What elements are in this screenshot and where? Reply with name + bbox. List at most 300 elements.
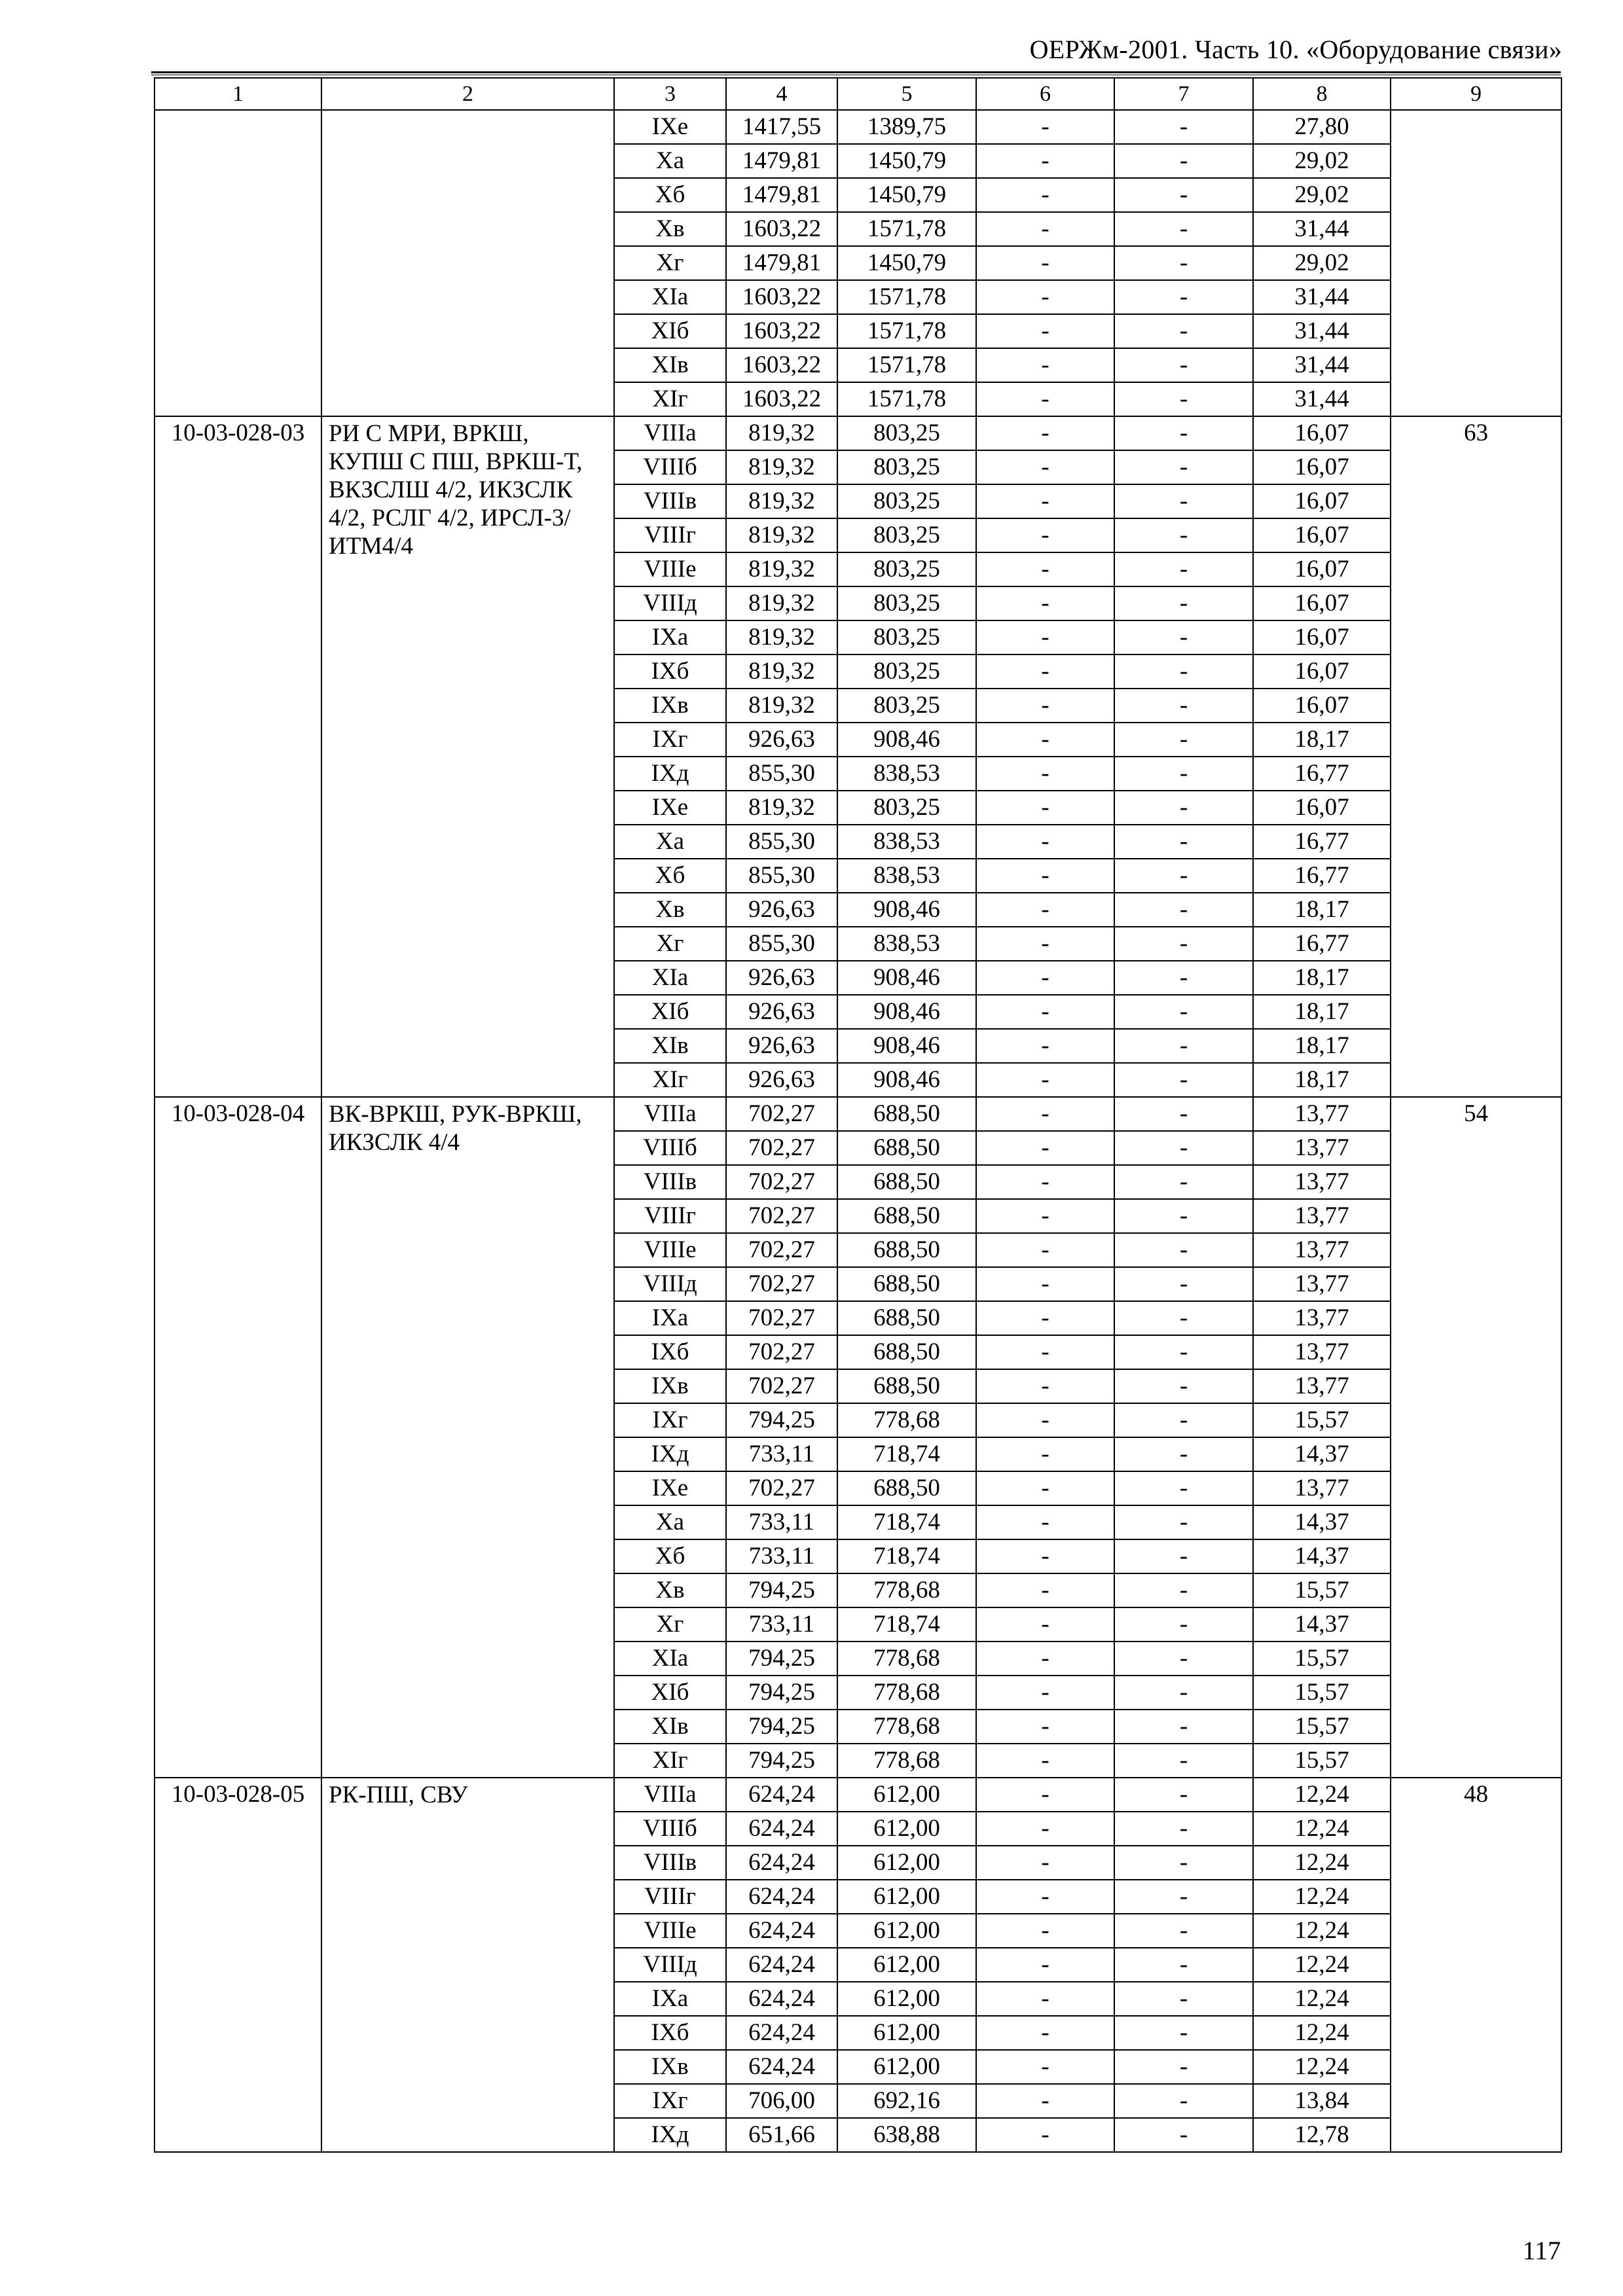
- total-cost-cell: 855,30: [726, 859, 837, 893]
- materials-cell: 12,24: [1253, 2050, 1391, 2084]
- machinists-labor-cell: -: [1114, 995, 1253, 1029]
- zone-cell: IXд: [614, 1437, 726, 1471]
- total-cost-cell: 702,27: [726, 1233, 837, 1267]
- labor-cost-cell: 803,25: [837, 450, 976, 484]
- labor-cost-cell: 778,68: [837, 1573, 976, 1607]
- machinists-labor-cell: -: [1114, 1301, 1253, 1335]
- total-cost-cell: 624,24: [726, 1812, 837, 1846]
- machines-cell: -: [976, 1165, 1114, 1199]
- materials-cell: 29,02: [1253, 246, 1391, 280]
- materials-cell: 12,24: [1253, 1914, 1391, 1948]
- zone-cell: IXд: [614, 757, 726, 791]
- labor-cost-cell: 803,25: [837, 620, 976, 655]
- machinists-labor-cell: -: [1114, 620, 1253, 655]
- zone-cell: VIIIе: [614, 552, 726, 586]
- machinists-labor-cell: -: [1114, 1914, 1253, 1948]
- total-cost-cell: 819,32: [726, 689, 837, 723]
- machines-cell: -: [976, 110, 1114, 144]
- machines-cell: -: [976, 450, 1114, 484]
- zone-cell: IXб: [614, 655, 726, 689]
- column-header: 5: [837, 78, 976, 110]
- zone-cell: Xг: [614, 927, 726, 961]
- materials-cell: 14,37: [1253, 1607, 1391, 1641]
- zone-cell: IXе: [614, 1471, 726, 1505]
- machinists-labor-cell: -: [1114, 1710, 1253, 1744]
- total-cost-cell: 1603,22: [726, 280, 837, 314]
- machines-cell: -: [976, 314, 1114, 348]
- machines-cell: -: [976, 927, 1114, 961]
- materials-cell: 12,24: [1253, 1982, 1391, 2016]
- labor-cost-cell: 803,25: [837, 416, 976, 450]
- machines-cell: -: [976, 1505, 1114, 1539]
- machines-cell: -: [976, 825, 1114, 859]
- machinists-labor-cell: -: [1114, 2016, 1253, 2050]
- labor-cost-cell: 803,25: [837, 552, 976, 586]
- machines-cell: -: [976, 178, 1114, 212]
- total-cost-cell: 926,63: [726, 893, 837, 927]
- zone-cell: VIIIб: [614, 1812, 726, 1846]
- machinists-labor-cell: -: [1114, 450, 1253, 484]
- materials-cell: 29,02: [1253, 178, 1391, 212]
- machinists-labor-cell: -: [1114, 314, 1253, 348]
- labor-cost-cell: 778,68: [837, 1641, 976, 1676]
- total-cost-cell: 819,32: [726, 791, 837, 825]
- machines-cell: -: [976, 2050, 1114, 2084]
- machinists-labor-cell: -: [1114, 1948, 1253, 1982]
- machines-cell: -: [976, 2118, 1114, 2152]
- total-cost-cell: 733,11: [726, 1607, 837, 1641]
- zone-cell: VIIIв: [614, 484, 726, 518]
- labor-cost-cell: 688,50: [837, 1301, 976, 1335]
- total-cost-cell: 702,27: [726, 1097, 837, 1131]
- materials-cell: 15,57: [1253, 1573, 1391, 1607]
- equipment-description-cell: [321, 110, 614, 416]
- machines-cell: -: [976, 552, 1114, 586]
- materials-cell: 13,77: [1253, 1471, 1391, 1505]
- labor-cost-cell: 908,46: [837, 1063, 976, 1097]
- total-cost-cell: 702,27: [726, 1335, 837, 1369]
- machines-cell: -: [976, 348, 1114, 382]
- machines-cell: -: [976, 1131, 1114, 1165]
- total-cost-cell: 1603,22: [726, 382, 837, 416]
- materials-cell: 31,44: [1253, 382, 1391, 416]
- page-header-title: ОЕРЖм-2001. Часть 10. «Оборудование связи»: [1029, 35, 1562, 64]
- machinists-labor-cell: -: [1114, 791, 1253, 825]
- machines-cell: -: [976, 586, 1114, 620]
- materials-cell: 18,17: [1253, 893, 1391, 927]
- machinists-labor-cell: -: [1114, 1471, 1253, 1505]
- table-row: [155, 416, 1561, 450]
- labor-cost-cell: 612,00: [837, 1846, 976, 1880]
- materials-cell: 31,44: [1253, 314, 1391, 348]
- labor-cost-cell: 612,00: [837, 1880, 976, 1914]
- zone-cell: Xг: [614, 1607, 726, 1641]
- total-cost-cell: 702,27: [726, 1131, 837, 1165]
- machines-cell: -: [976, 1267, 1114, 1301]
- labor-cost-cell: 638,88: [837, 2118, 976, 2152]
- labor-cost-cell: 612,00: [837, 1982, 976, 2016]
- machinists-labor-cell: -: [1114, 280, 1253, 314]
- materials-cell: 16,07: [1253, 416, 1391, 450]
- machines-cell: -: [976, 1778, 1114, 1812]
- machinists-labor-cell: -: [1114, 1982, 1253, 2016]
- zone-cell: VIIIе: [614, 1914, 726, 1948]
- materials-cell: 13,77: [1253, 1335, 1391, 1369]
- machines-cell: -: [976, 757, 1114, 791]
- materials-cell: 31,44: [1253, 348, 1391, 382]
- rate-code-cell: 10-03-028-05: [155, 1778, 321, 2152]
- labor-cost-cell: 688,50: [837, 1165, 976, 1199]
- machinists-labor-cell: -: [1114, 518, 1253, 552]
- machines-cell: -: [976, 1812, 1114, 1846]
- materials-cell: 16,07: [1253, 450, 1391, 484]
- total-cost-cell: 624,24: [726, 1948, 837, 1982]
- machines-cell: -: [976, 1744, 1114, 1778]
- machines-cell: -: [976, 246, 1114, 280]
- machinists-labor-cell: -: [1114, 655, 1253, 689]
- materials-cell: 15,57: [1253, 1403, 1391, 1437]
- machines-cell: -: [976, 1369, 1114, 1403]
- labor-cost-cell: 718,74: [837, 1437, 976, 1471]
- machinists-labor-cell: -: [1114, 1267, 1253, 1301]
- machinists-labor-cell: -: [1114, 1029, 1253, 1063]
- machines-cell: -: [976, 961, 1114, 995]
- zone-cell: XIб: [614, 314, 726, 348]
- total-cost-cell: 855,30: [726, 825, 837, 859]
- total-cost-cell: 926,63: [726, 1063, 837, 1097]
- machinists-labor-cell: -: [1114, 961, 1253, 995]
- machinists-labor-cell: -: [1114, 2084, 1253, 2118]
- machinists-labor-cell: -: [1114, 1505, 1253, 1539]
- machines-cell: -: [976, 1641, 1114, 1676]
- materials-cell: 14,37: [1253, 1505, 1391, 1539]
- zone-cell: Xв: [614, 893, 726, 927]
- machines-cell: -: [976, 620, 1114, 655]
- total-cost-cell: 819,32: [726, 450, 837, 484]
- total-cost-cell: 1479,81: [726, 246, 837, 280]
- labor-cost-cell: 612,00: [837, 2016, 976, 2050]
- total-cost-cell: 1479,81: [726, 144, 837, 178]
- materials-cell: 15,57: [1253, 1676, 1391, 1710]
- zone-cell: XIв: [614, 1029, 726, 1063]
- labor-hours-cell: 48: [1391, 1778, 1561, 2152]
- machines-cell: -: [976, 1573, 1114, 1607]
- machinists-labor-cell: -: [1114, 484, 1253, 518]
- total-cost-cell: 702,27: [726, 1267, 837, 1301]
- column-header: 6: [976, 78, 1114, 110]
- machines-cell: -: [976, 518, 1114, 552]
- machinists-labor-cell: -: [1114, 859, 1253, 893]
- labor-cost-cell: 718,74: [837, 1607, 976, 1641]
- total-cost-cell: 794,25: [726, 1403, 837, 1437]
- total-cost-cell: 702,27: [726, 1471, 837, 1505]
- materials-cell: 12,24: [1253, 1812, 1391, 1846]
- materials-cell: 16,07: [1253, 655, 1391, 689]
- zone-cell: XIг: [614, 1744, 726, 1778]
- total-cost-cell: 819,32: [726, 416, 837, 450]
- zone-cell: XIг: [614, 382, 726, 416]
- labor-cost-cell: 778,68: [837, 1710, 976, 1744]
- machines-cell: -: [976, 1403, 1114, 1437]
- total-cost-cell: 624,24: [726, 2016, 837, 2050]
- total-cost-cell: 733,11: [726, 1437, 837, 1471]
- machines-cell: -: [976, 1982, 1114, 2016]
- labor-hours-cell: 54: [1391, 1097, 1561, 1778]
- machinists-labor-cell: -: [1114, 723, 1253, 757]
- labor-cost-cell: 838,53: [837, 927, 976, 961]
- machines-cell: -: [976, 859, 1114, 893]
- total-cost-cell: 794,25: [726, 1641, 837, 1676]
- machinists-labor-cell: -: [1114, 382, 1253, 416]
- zone-cell: Xа: [614, 825, 726, 859]
- materials-cell: 14,37: [1253, 1437, 1391, 1471]
- machines-cell: -: [976, 995, 1114, 1029]
- labor-cost-cell: 803,25: [837, 586, 976, 620]
- total-cost-cell: 624,24: [726, 1778, 837, 1812]
- zone-cell: VIIIг: [614, 518, 726, 552]
- zone-cell: XIб: [614, 995, 726, 1029]
- materials-cell: 16,07: [1253, 484, 1391, 518]
- zone-cell: VIIIд: [614, 1948, 726, 1982]
- labor-cost-cell: 908,46: [837, 961, 976, 995]
- labor-cost-cell: 688,50: [837, 1471, 976, 1505]
- machinists-labor-cell: -: [1114, 1335, 1253, 1369]
- machinists-labor-cell: -: [1114, 1744, 1253, 1778]
- machines-cell: -: [976, 1607, 1114, 1641]
- labor-cost-cell: 1450,79: [837, 246, 976, 280]
- machines-cell: -: [976, 1097, 1114, 1131]
- table-row: [155, 1097, 1561, 1131]
- materials-cell: 18,17: [1253, 961, 1391, 995]
- machinists-labor-cell: -: [1114, 212, 1253, 246]
- materials-cell: 13,77: [1253, 1233, 1391, 1267]
- equipment-description-cell: РК-ПШ, СВУ: [321, 1778, 614, 2152]
- labor-cost-cell: 688,50: [837, 1199, 976, 1233]
- labor-hours-cell: 63: [1391, 416, 1561, 1097]
- machines-cell: -: [976, 212, 1114, 246]
- zone-cell: Xв: [614, 1573, 726, 1607]
- labor-cost-cell: 838,53: [837, 859, 976, 893]
- zone-cell: IXб: [614, 1335, 726, 1369]
- machinists-labor-cell: -: [1114, 1063, 1253, 1097]
- machinists-labor-cell: -: [1114, 1437, 1253, 1471]
- zone-cell: VIIIг: [614, 1199, 726, 1233]
- zone-cell: XIа: [614, 280, 726, 314]
- total-cost-cell: 819,32: [726, 620, 837, 655]
- labor-cost-cell: 688,50: [837, 1233, 976, 1267]
- machines-cell: -: [976, 280, 1114, 314]
- labor-cost-cell: 612,00: [837, 1914, 976, 1948]
- machinists-labor-cell: -: [1114, 1573, 1253, 1607]
- labor-cost-cell: 688,50: [837, 1267, 976, 1301]
- page-number: 117: [1522, 2236, 1561, 2265]
- total-cost-cell: 926,63: [726, 961, 837, 995]
- zone-cell: VIIIд: [614, 1267, 726, 1301]
- total-cost-cell: 733,11: [726, 1539, 837, 1573]
- labor-cost-cell: 1389,75: [837, 110, 976, 144]
- machinists-labor-cell: -: [1114, 1403, 1253, 1437]
- labor-cost-cell: 803,25: [837, 655, 976, 689]
- labor-cost-cell: 692,16: [837, 2084, 976, 2118]
- zone-cell: IXг: [614, 1403, 726, 1437]
- machines-cell: -: [976, 1914, 1114, 1948]
- machinists-labor-cell: -: [1114, 1539, 1253, 1573]
- zone-cell: VIIIе: [614, 1233, 726, 1267]
- rate-code-cell: 10-03-028-04: [155, 1097, 321, 1778]
- labor-cost-cell: 688,50: [837, 1131, 976, 1165]
- total-cost-cell: 733,11: [726, 1505, 837, 1539]
- labor-cost-cell: 838,53: [837, 825, 976, 859]
- machines-cell: -: [976, 1063, 1114, 1097]
- labor-cost-cell: 778,68: [837, 1403, 976, 1437]
- labor-cost-cell: 1571,78: [837, 314, 976, 348]
- total-cost-cell: 702,27: [726, 1165, 837, 1199]
- total-cost-cell: 794,25: [726, 1710, 837, 1744]
- machinists-labor-cell: -: [1114, 2050, 1253, 2084]
- zone-cell: VIIIа: [614, 1778, 726, 1812]
- machinists-labor-cell: -: [1114, 1880, 1253, 1914]
- zone-cell: Xб: [614, 859, 726, 893]
- machines-cell: -: [976, 655, 1114, 689]
- zone-cell: VIIIв: [614, 1846, 726, 1880]
- total-cost-cell: 819,32: [726, 586, 837, 620]
- zone-cell: Xа: [614, 144, 726, 178]
- column-header: 1: [155, 78, 321, 110]
- total-cost-cell: 706,00: [726, 2084, 837, 2118]
- machinists-labor-cell: -: [1114, 927, 1253, 961]
- zone-cell: IXа: [614, 1301, 726, 1335]
- machinists-labor-cell: -: [1114, 246, 1253, 280]
- labor-cost-cell: 803,25: [837, 689, 976, 723]
- total-cost-cell: 1479,81: [726, 178, 837, 212]
- machines-cell: -: [976, 144, 1114, 178]
- labor-cost-cell: 778,68: [837, 1744, 976, 1778]
- equipment-description-cell: РИ С МРИ, ВРКШ, КУПШ С ПШ, ВРКШ-Т, ВКЗСЛШ 4/2, ИКЗСЛК 4/2, РСЛГ 4/2, ИРСЛ-3/ИТМ4/4: [321, 416, 614, 1097]
- machinists-labor-cell: -: [1114, 416, 1253, 450]
- materials-cell: 16,07: [1253, 552, 1391, 586]
- labor-cost-cell: 803,25: [837, 518, 976, 552]
- total-cost-cell: 651,66: [726, 2118, 837, 2152]
- zone-cell: IXв: [614, 1369, 726, 1403]
- materials-cell: 12,24: [1253, 1880, 1391, 1914]
- machinists-labor-cell: -: [1114, 825, 1253, 859]
- materials-cell: 14,37: [1253, 1539, 1391, 1573]
- labor-cost-cell: 1450,79: [837, 144, 976, 178]
- labor-cost-cell: 688,50: [837, 1369, 976, 1403]
- machines-cell: -: [976, 893, 1114, 927]
- machines-cell: -: [976, 382, 1114, 416]
- materials-cell: 16,07: [1253, 689, 1391, 723]
- machines-cell: -: [976, 723, 1114, 757]
- table-row: [155, 110, 1561, 144]
- machines-cell: -: [976, 1335, 1114, 1369]
- zone-cell: IXа: [614, 620, 726, 655]
- zone-cell: XIг: [614, 1063, 726, 1097]
- labor-cost-cell: 718,74: [837, 1539, 976, 1573]
- labor-cost-cell: 612,00: [837, 2050, 976, 2084]
- total-cost-cell: 624,24: [726, 1846, 837, 1880]
- labor-cost-cell: 1571,78: [837, 280, 976, 314]
- zone-cell: XIа: [614, 961, 726, 995]
- column-header: 9: [1391, 78, 1561, 110]
- materials-cell: 16,77: [1253, 757, 1391, 791]
- machinists-labor-cell: -: [1114, 1676, 1253, 1710]
- equipment-description-cell: ВК-ВРКШ, РУК-ВРКШ, ИКЗСЛК 4/4: [321, 1097, 614, 1778]
- machines-cell: -: [976, 2016, 1114, 2050]
- machinists-labor-cell: -: [1114, 1233, 1253, 1267]
- labor-cost-cell: 908,46: [837, 723, 976, 757]
- machinists-labor-cell: -: [1114, 1199, 1253, 1233]
- total-cost-cell: 702,27: [726, 1199, 837, 1233]
- total-cost-cell: 819,32: [726, 552, 837, 586]
- zone-cell: VIIIб: [614, 450, 726, 484]
- labor-hours-cell: [1391, 110, 1561, 416]
- labor-cost-cell: 803,25: [837, 791, 976, 825]
- total-cost-cell: 819,32: [726, 655, 837, 689]
- zone-cell: XIб: [614, 1676, 726, 1710]
- labor-cost-cell: 612,00: [837, 1948, 976, 1982]
- machinists-labor-cell: -: [1114, 1846, 1253, 1880]
- machinists-labor-cell: -: [1114, 1097, 1253, 1131]
- total-cost-cell: 794,25: [726, 1573, 837, 1607]
- machines-cell: -: [976, 1710, 1114, 1744]
- column-header: 4: [726, 78, 837, 110]
- machinists-labor-cell: -: [1114, 1607, 1253, 1641]
- machinists-labor-cell: -: [1114, 348, 1253, 382]
- machines-cell: -: [976, 1437, 1114, 1471]
- machinists-labor-cell: -: [1114, 689, 1253, 723]
- materials-cell: 15,57: [1253, 1710, 1391, 1744]
- total-cost-cell: 1603,22: [726, 348, 837, 382]
- labor-cost-cell: 908,46: [837, 995, 976, 1029]
- zone-cell: IXв: [614, 689, 726, 723]
- materials-cell: 12,78: [1253, 2118, 1391, 2152]
- materials-cell: 15,57: [1253, 1641, 1391, 1676]
- machinists-labor-cell: -: [1114, 110, 1253, 144]
- machines-cell: -: [976, 1539, 1114, 1573]
- machines-cell: -: [976, 1948, 1114, 1982]
- total-cost-cell: 702,27: [726, 1301, 837, 1335]
- machines-cell: -: [976, 1676, 1114, 1710]
- materials-cell: 27,80: [1253, 110, 1391, 144]
- labor-cost-cell: 1571,78: [837, 348, 976, 382]
- zone-cell: IXе: [614, 791, 726, 825]
- zone-cell: Xа: [614, 1505, 726, 1539]
- zone-cell: IXб: [614, 2016, 726, 2050]
- zone-cell: IXд: [614, 2118, 726, 2152]
- materials-cell: 18,17: [1253, 1029, 1391, 1063]
- zone-cell: VIIIа: [614, 1097, 726, 1131]
- materials-cell: 12,24: [1253, 1778, 1391, 1812]
- machinists-labor-cell: -: [1114, 178, 1253, 212]
- zone-cell: VIIIв: [614, 1165, 726, 1199]
- zone-cell: IXг: [614, 723, 726, 757]
- rate-code-cell: [155, 110, 321, 416]
- materials-cell: 16,07: [1253, 791, 1391, 825]
- materials-cell: 16,07: [1253, 586, 1391, 620]
- total-cost-cell: 624,24: [726, 1914, 837, 1948]
- header-rule: [151, 71, 1561, 73]
- machinists-labor-cell: -: [1114, 1812, 1253, 1846]
- materials-cell: 31,44: [1253, 280, 1391, 314]
- machinists-labor-cell: -: [1114, 586, 1253, 620]
- materials-cell: 13,77: [1253, 1097, 1391, 1131]
- labor-cost-cell: 803,25: [837, 484, 976, 518]
- column-header: 3: [614, 78, 726, 110]
- labor-cost-cell: 838,53: [837, 757, 976, 791]
- column-header-row: [155, 78, 1561, 110]
- zone-cell: XIв: [614, 1710, 726, 1744]
